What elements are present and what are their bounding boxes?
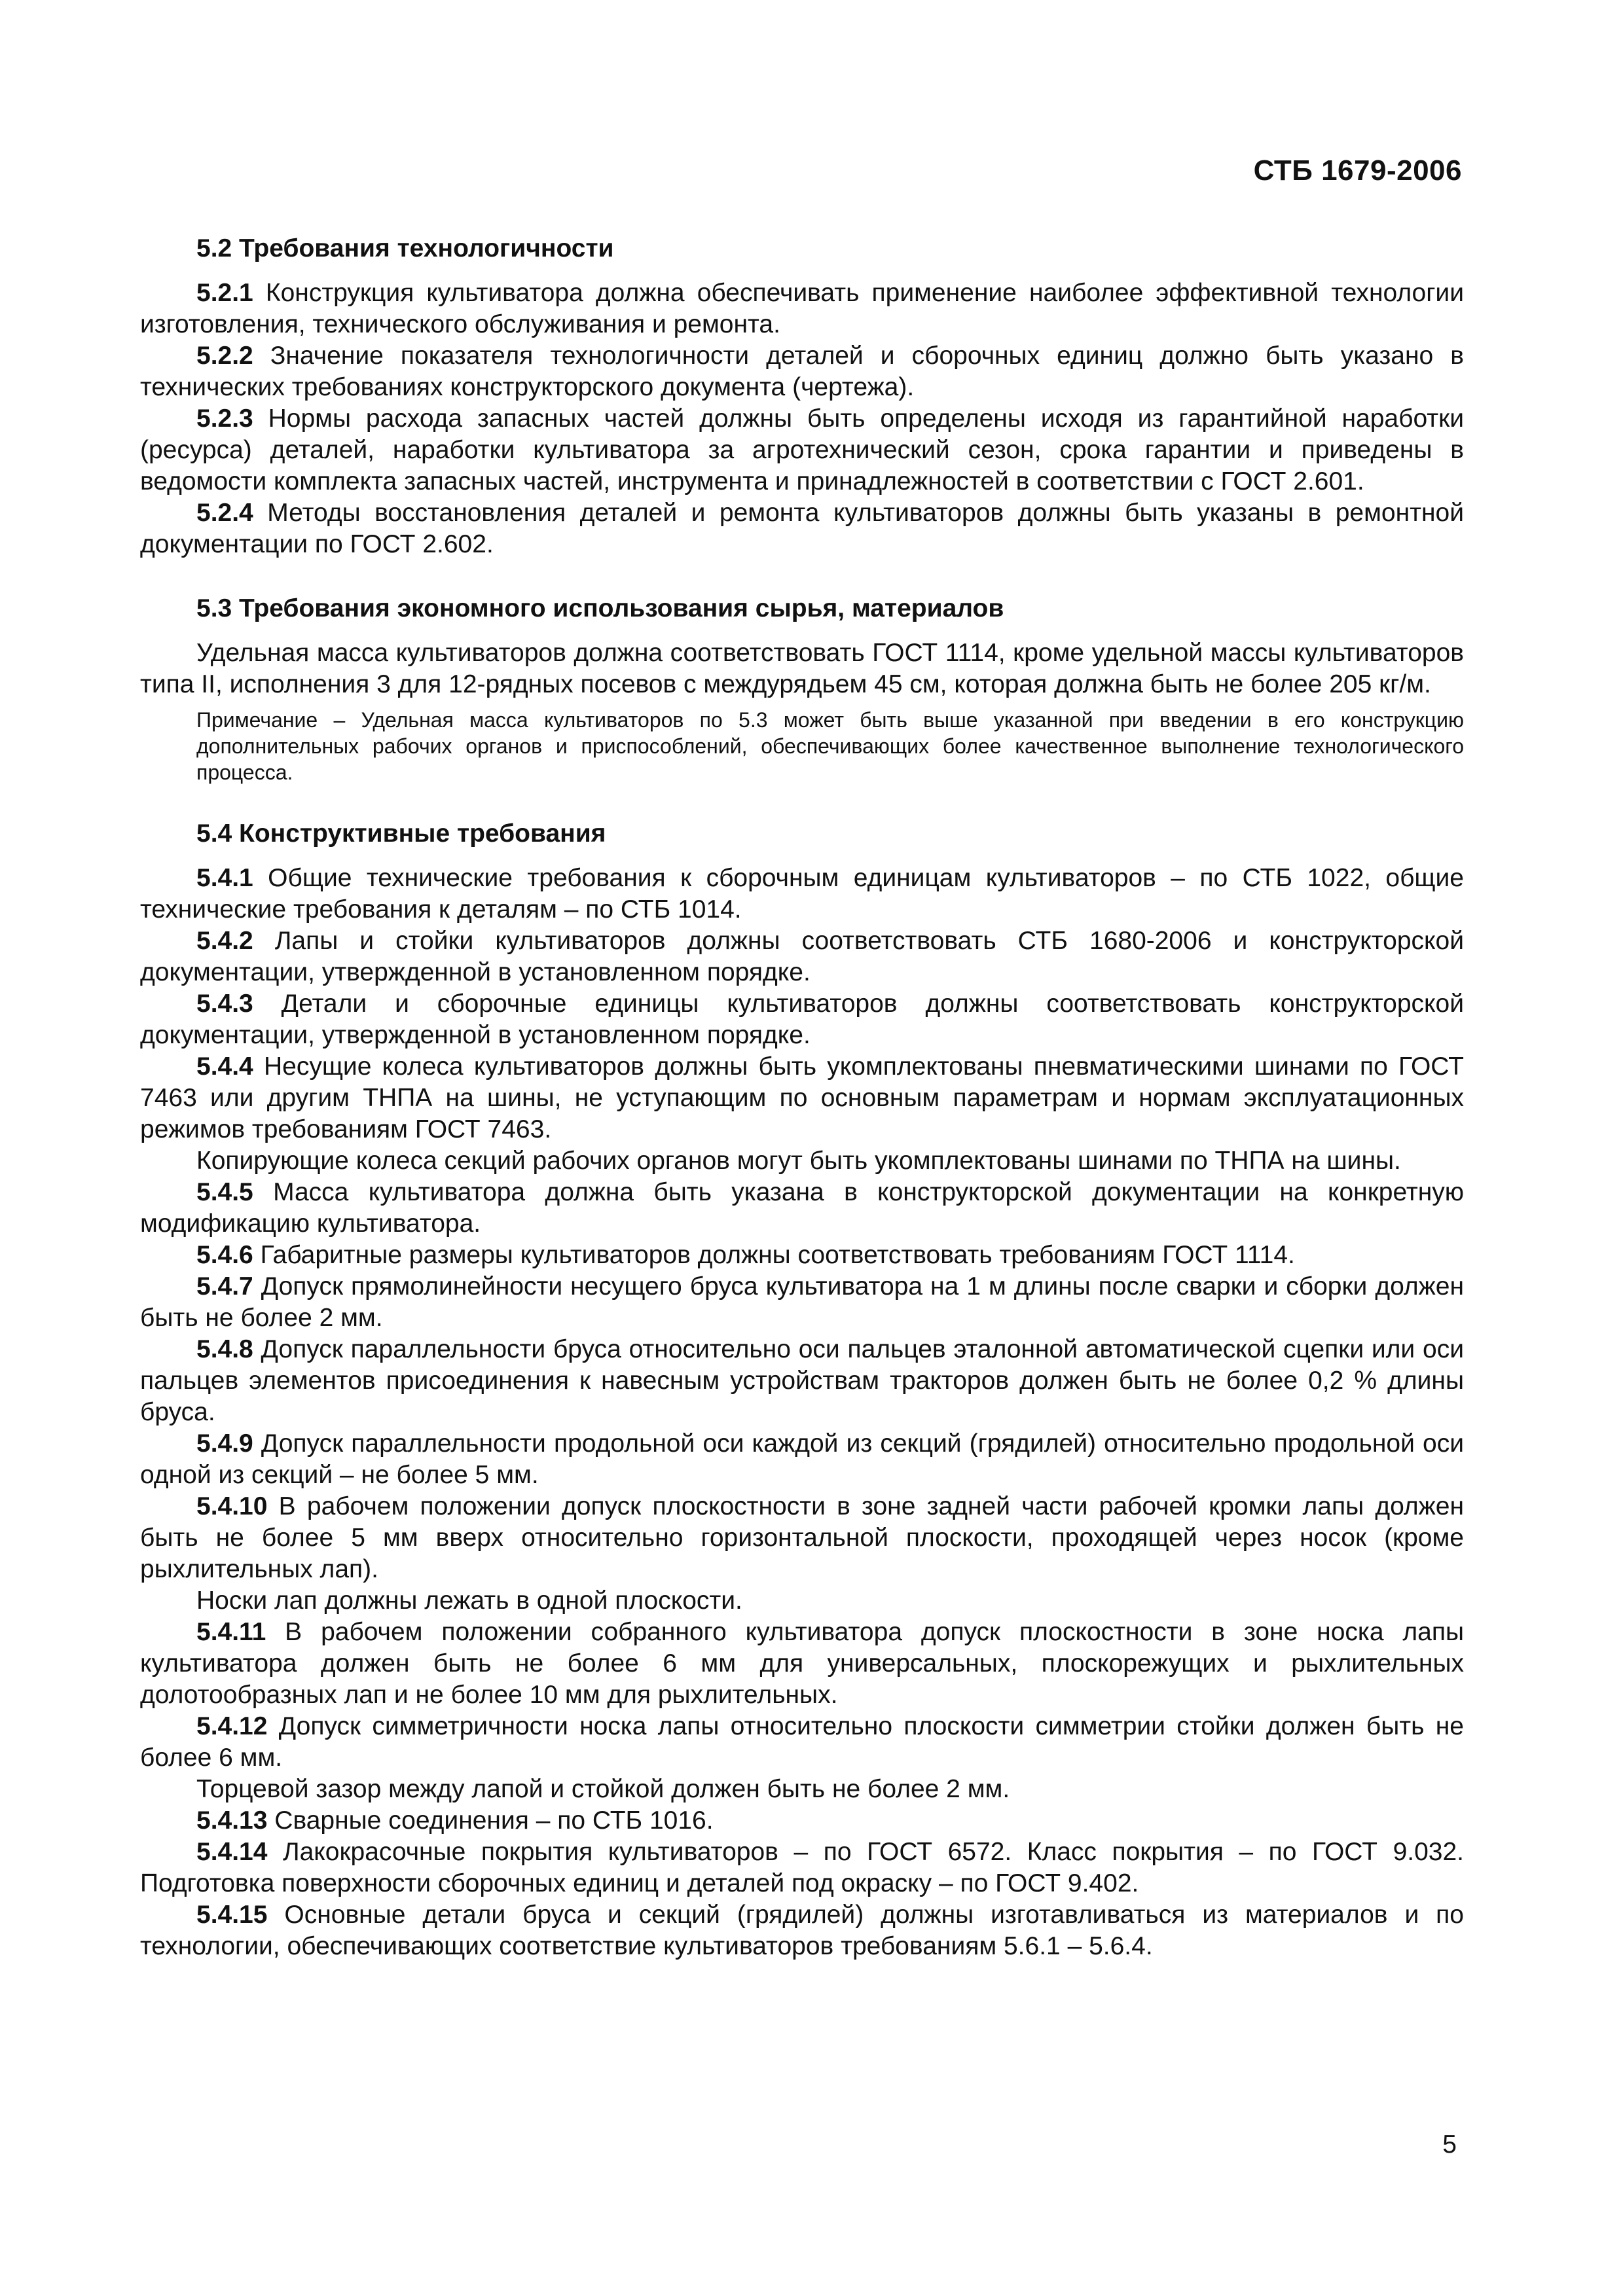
clause-number: 5.4.10 (196, 1492, 268, 1520)
paragraph (140, 340, 1464, 403)
paragraph (140, 1774, 1464, 1805)
clause-text: Торцевой зазор между лапой и стойкой должен быть не более 2 мм. (196, 1775, 1010, 1803)
paragraph (140, 1899, 1464, 1962)
page-number: 5 (1442, 2130, 1457, 2159)
clause-text: Удельная масса культиваторов должна соответствовать ГОСТ 1114, кроме удельной массы культиваторов типа II, исполнения 3 для 12-рядных посевов с междурядьем 45 см, которая должна быть не более 205 кг/м. (140, 639, 1464, 698)
paragraph (140, 637, 1464, 700)
clause-number: 5.4.6 (196, 1241, 253, 1269)
clause-number: 5.2.4 (196, 499, 253, 527)
clause-text: Нормы расхода запасных частей должны быть определены исходя из гарантийной наработки (ресурса) деталей, наработки культиватора за агротехнический сезон, срока гарантии и приведены в ведомости комплекта запасных частей, инструмента и принадлежностей в соответствии с ГОСТ 2.601. (140, 404, 1464, 495)
paragraph (140, 1240, 1464, 1271)
section-heading: 5.4 Конструктивные требования (196, 819, 606, 848)
paragraph (140, 403, 1464, 497)
clause-number: 5.4.3 (196, 990, 253, 1018)
section-5-4 (140, 818, 1464, 1962)
paragraph (140, 1271, 1464, 1334)
section-heading: 5.2 Требования технологичности (196, 234, 614, 262)
clause-text: Допуск прямолинейности несущего бруса культиватора на 1 м длины после сварки и сборки должен быть не более 2 мм. (140, 1272, 1464, 1332)
paragraph (140, 1805, 1464, 1837)
section-5-2 (140, 233, 1464, 560)
clause-number: 5.2.3 (196, 404, 253, 433)
clause-number: 5.4.4 (196, 1052, 253, 1081)
clause-text: Масса культиватора должна быть указана в конструкторской документации на конкретную модификацию культиватора. (140, 1178, 1464, 1238)
clause-number: 5.2.1 (196, 279, 253, 307)
paragraph (140, 1051, 1464, 1145)
paragraph (140, 497, 1464, 560)
paragraph (140, 1837, 1464, 1899)
clause-text: Детали и сборочные единицы культиваторов должны соответствовать конструкторской документации, утвержденной в установленном порядке. (140, 990, 1464, 1049)
paragraph (140, 1177, 1464, 1240)
clause-text: Сварные соединения – по СТБ 1016. (267, 1806, 714, 1835)
clause-text: Допуск параллельности бруса относительно оси пальцев эталонной автоматической сцепки или оси пальцев элементов присоединения к навесным устройствам тракторов должен быть не более 0,2 % длины бруса. (140, 1335, 1464, 1426)
clause-number: 5.2.2 (196, 342, 253, 370)
paragraph (140, 1334, 1464, 1428)
clause-number: 5.4.14 (196, 1838, 268, 1866)
section-heading: 5.3 Требования экономного использования сырья, материалов (196, 594, 1004, 622)
section-5-3 (140, 593, 1464, 785)
clause-number: 5.4.5 (196, 1178, 253, 1206)
clause-text: Общие технические требования к сборочным единицам культиваторов – по СТБ 1022, общие технические требования к деталям – по СТБ 1014. (140, 864, 1464, 924)
clause-text: Копирующие колеса секций рабочих органов могут быть укомплектованы шинами по ТНПА на шины. (196, 1147, 1401, 1175)
clause-text: Габаритные размеры культиваторов должны соответствовать требованиям ГОСТ 1114. (253, 1241, 1295, 1269)
paragraph (140, 1711, 1464, 1774)
clause-number: 5.4.13 (196, 1806, 268, 1835)
clause-text: Основные детали бруса и секций (грядилей) должны изготавливаться из материалов и по технологии, обеспечивающих соответствие культиваторов требованиям 5.6.1 – 5.6.4. (140, 1901, 1464, 1960)
paragraph (140, 1585, 1464, 1617)
document-body (140, 233, 1464, 1962)
clause-text: В рабочем положении допуск плоскостности в зоне задней части рабочей кромки лапы должен быть не более 5 мм вверх относительно горизонтальной плоскости, проходящей через носок (кроме рыхлительных лап). (140, 1492, 1464, 1583)
clause-number: 5.4.15 (196, 1901, 268, 1929)
note: Примечание – Удельная масса культиваторов по 5.3 может быть выше указанной при введении в его конструкцию дополнительных рабочих органов и приспособлений, обеспечивающих более качественное выполнение технологического процесса. (196, 708, 1464, 784)
document-code: СТБ 1679-2006 (1253, 154, 1462, 187)
clause-number: 5.4.1 (196, 864, 253, 892)
clause-text: Носки лап должны лежать в одной плоскости. (196, 1587, 742, 1615)
clause-number: 5.4.2 (196, 927, 253, 955)
clause-text: Методы восстановления деталей и ремонта культиваторов должны быть указаны в ремонтной документации по ГОСТ 2.602. (140, 499, 1464, 558)
clause-number: 5.4.12 (196, 1712, 268, 1740)
clause-number: 5.4.7 (196, 1272, 253, 1300)
clause-number: 5.4.11 (196, 1618, 266, 1646)
clause-text: Допуск симметричности носка лапы относительно плоскости симметрии стойки должен быть не более 6 мм. (140, 1712, 1464, 1772)
clause-text: Лапы и стойки культиваторов должны соответствовать СТБ 1680-2006 и конструкторской документации, утвержденной в установленном порядке. (140, 927, 1464, 986)
clause-number: 5.4.9 (196, 1429, 253, 1458)
clause-text: Лакокрасочные покрытия культиваторов – по ГОСТ 6572. Класс покрытия – по ГОСТ 9.032. Подготовка поверхности сборочных единиц и деталей под окраску – по ГОСТ 9.402. (140, 1838, 1464, 1897)
paragraph (140, 278, 1464, 340)
clause-text: Несущие колеса культиваторов должны быть укомплектованы пневматическими шинами по ГОСТ 7463 или другим ТНПА на шины, не уступающим по основным параметрам и нормам эксплуатационных режимов требованиям ГОСТ 7463. (140, 1052, 1464, 1143)
clause-text: Значение показателя технологичности деталей и сборочных единиц должно быть указано в технических требованиях конструкторского документа (чертежа). (140, 342, 1464, 401)
clause-text: В рабочем положении собранного культиватора допуск плоскостности в зоне носка лапы культиватора должен быть не более 6 мм для универсальных, плоскорежущих и рыхлительных долотообразных лап и не более 10 мм для рыхлительных. (140, 1618, 1464, 1709)
paragraph (140, 988, 1464, 1051)
paragraph (140, 1145, 1464, 1177)
clause-text: Допуск параллельности продольной оси каждой из секций (грядилей) относительно продольной оси одной из секций – не более 5 мм. (140, 1429, 1464, 1489)
paragraph (140, 1491, 1464, 1585)
paragraph (140, 1428, 1464, 1491)
paragraph (140, 1617, 1464, 1711)
clause-text: Конструкция культиватора должна обеспечивать применение наиболее эффективной технологии изготовления, технического обслуживания и ремонта. (140, 279, 1464, 338)
clause-number: 5.4.8 (196, 1335, 253, 1363)
paragraph (140, 925, 1464, 988)
paragraph (140, 863, 1464, 925)
